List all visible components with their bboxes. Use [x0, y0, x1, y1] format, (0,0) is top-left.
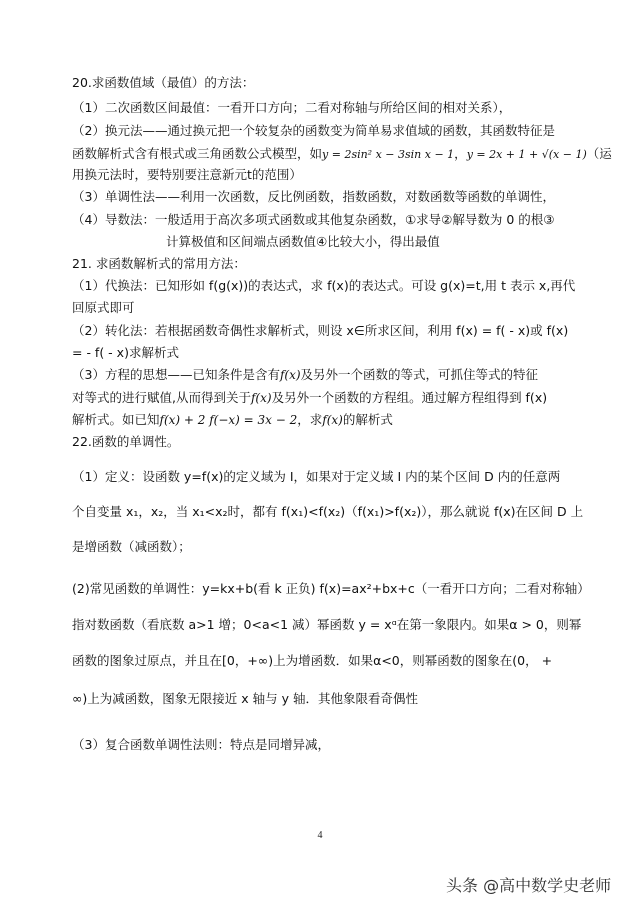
text-fragment: 的解析式 [342, 412, 393, 427]
section-20-title: 20.求函数值域（最值）的方法： [72, 75, 255, 90]
text-fragment: ， [454, 146, 467, 161]
text-line [72, 411, 592, 429]
text-fragment: 解析式。如已知 [72, 412, 160, 427]
text-fragment: 及另外一个函数的等式，可抓住等式的特征 [300, 367, 539, 382]
text-line [72, 366, 592, 384]
text-line [72, 145, 612, 163]
formula: f(x) [250, 391, 272, 405]
text-fragment: （3）方程的思想——已知条件是含有 [72, 367, 280, 382]
text-line: 回原式即可 [72, 300, 135, 315]
text-line: (2)常见函数的单调性：y=kx+b(看 k 正负) f(x)=ax²+bx+c（一看开口方向；二看对称轴） [72, 581, 590, 596]
text-line: （3）复合函数单调性法则：特点是同增异减， [72, 737, 330, 752]
text-line: （1）二次函数区间最值：一看开口方向；二看对称轴与所给区间的相对关系）， [72, 100, 512, 115]
text-line [72, 389, 592, 407]
page-number: 4 [317, 830, 323, 841]
formula: f(x) [279, 368, 301, 382]
text-line: 计算极值和区间端点函数值④比较大小，得出最值 [166, 234, 440, 249]
watermark: 头条 @高中数学史老师 [446, 876, 612, 895]
text-line: （4）导数法：一般适用于高次多项式函数或其他复杂函数，①求导②解导数为 0 的根③ [72, 212, 555, 227]
text-fragment: 及另外一个函数的方程组。通过解方程组得到 f(x) [271, 390, 548, 405]
text-line: 是增函数（减函数）； [72, 539, 191, 554]
text-fragment: （运 [586, 146, 612, 161]
text-line: （2）转化法：若根据函数奇偶性求解析式，则设 x∈所求区间，利用 f(x) = f( - x)或 f(x) [72, 323, 569, 338]
formula: y = 2x + 1 + √(x − 1) [466, 148, 587, 161]
text-line: 用换元法时，要特别要注意新元t的范围） [72, 167, 302, 182]
text-fragment: 对等式的进行赋值,从而得到关于 [72, 390, 251, 405]
text-line: （3）单调性法——利用一次函数，反比例函数，指数函数，对数函数等函数的单调性， [72, 189, 555, 204]
text-line: 指对数函数（看底数 a>1 增；0<a<1 减）幂函数 y = xᵅ在第一象限内。如果α > 0，则幂 [72, 617, 582, 632]
text-line: ∞)上为减函数，图象无限接近 x 轴与 y 轴．其他象限看奇偶性 [72, 691, 418, 706]
formula: f(x) [322, 413, 343, 427]
formula: f(x) + 2 f(−x) = 3x − 2 [159, 413, 298, 427]
text-line: 函数的图象过原点，并且在[0，+∞)上为增函数．如果α<0，则幂函数的图象在(0， + [72, 653, 553, 668]
section-22-title: 22.函数的单调性。 [72, 434, 180, 449]
text-line: （1）定义：设函数 y=f(x)的定义域为 I，如果对于定义域 I 内的某个区间 D 内的任意两 [72, 469, 561, 484]
text-line: 个自变量 x₁，x₂，当 x₁<x₂时，都有 f(x₁)<f(x₂)（f(x₁)>f(x₂)），那么就说 f(x)在区间 D 上 [72, 504, 584, 519]
text-line: （2）换元法——通过换元把一个较复杂的函数变为简单易求值域的函数，其函数特征是 [72, 123, 555, 138]
text-fragment: 函数解析式含有根式或三角函数公式模型，如 [72, 146, 323, 161]
text-line: = - f( - x)求解析式 [72, 345, 179, 360]
text-fragment: ，求 [297, 412, 323, 427]
text-line: （1）代换法：已知形如 f(g(x))的表达式，求 f(x)的表达式。可设 g(x)=t,用 t 表示 x,再代 [72, 278, 576, 293]
formula: y = 2sin² x − 3sin x − 1 [322, 148, 455, 161]
section-21-title: 21. 求函数解析式的常用方法： [72, 256, 246, 271]
